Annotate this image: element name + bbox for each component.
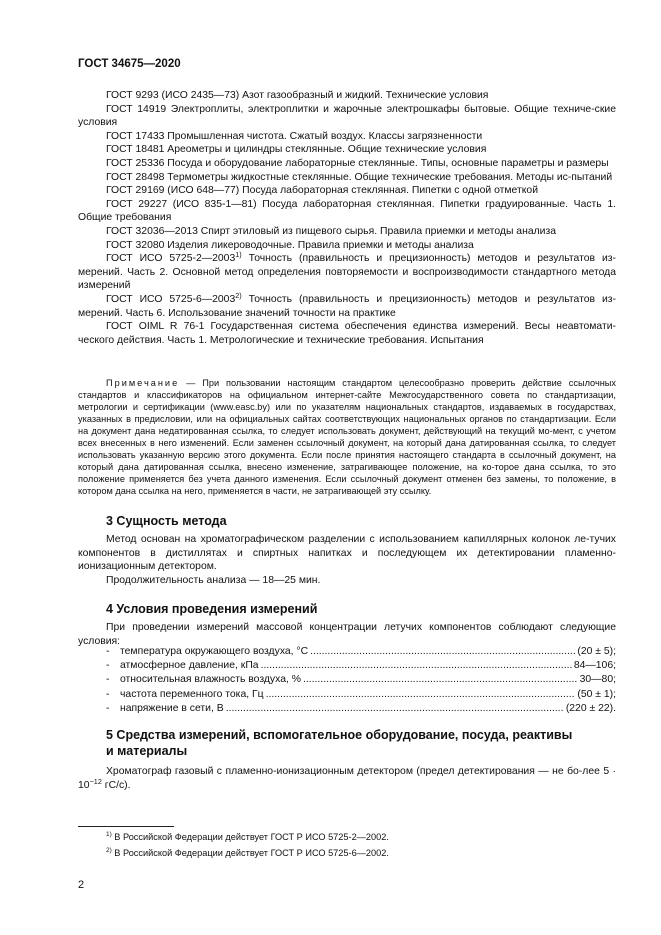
dot-leader	[226, 703, 564, 714]
note-text: — При пользовании настоящим стандартом целесообразно проверить действие ссылочных стандартов и классификаторов на официальном интернет-сайте Межгосударственного совета по стандартизации, метрологии и сертификации (www.easc.by) или по указателям национальных стандартов, издаваемых в государствах, указанных в предисловии, или на официальных сайтах соответствующих национальных органов по стандартизации. Если на документ дана недатированная ссылка, то следует использовать документ, действующий на текущий мо-мент, с учетом всех внесенных в него изменений. Если заменен ссылочный документ, на который дана датированная ссылка, то следует использовать указанную версию этого документа. Если после принятия настоящего стандарта в ссылочный документ, на который дана датированная ссылка, внесено изменение, затрагивающее положение, на ко-торое дана ссылка, то это положение применяется без учета данного изменения. Если ссылочный документ отменен без замены, то положение, в котором дана ссылка на него, применяется в части, не затрагивающей эту ссылку.	[78, 378, 616, 496]
reference-item: ГОСТ 29169 (ИСО 648—77) Посуда лабораторная стеклянная. Пипетки с одной отметкой	[106, 185, 539, 197]
footnote-text: В Российской Федерации действует ГОСТ Р ИСО 5725-6—2002.	[111, 848, 389, 858]
reference-item: ГОСТ 18481 Ареометры и цилиндры стеклянные. Общие технические условия	[106, 144, 487, 156]
reference-item: ГОСТ 29227 (ИСО 835-1—81) Посуда лабораторная стеклянная. Пипетки градуированные. Часть 1. Общие требования	[78, 198, 616, 224]
reference-item: ГОСТ 25336 Посуда и оборудование лабораторные стеклянные. Типы, основные параметры и размеры	[106, 157, 609, 169]
normative-references	[78, 89, 616, 347]
footnote-text: В Российской Федерации действует ГОСТ Р ИСО 5725-2—2002.	[111, 832, 389, 842]
dot-leader	[266, 689, 576, 700]
list-dash: -	[106, 646, 110, 657]
condition-item	[78, 660, 616, 674]
section-4-heading: 4 Условия проведения измерений	[106, 602, 318, 616]
reference-item: ГОСТ 17433 Промышленная чистота. Сжатый воздух. Классы загрязненности	[106, 130, 483, 142]
list-dash: -	[106, 660, 110, 672]
condition-value: (220 ± 22).	[565, 702, 616, 714]
footnote-ref: 2)	[235, 290, 242, 300]
reference-item: ГОСТ 9293 (ИСО 2435—73) Азот газообразный и жидкий. Технические условия	[106, 90, 489, 101]
exponent: −12	[89, 776, 102, 786]
list-dash: -	[106, 674, 110, 686]
dot-leader	[303, 674, 578, 685]
footnote-1	[106, 831, 389, 843]
condition-label: частота переменного тока, Гц	[120, 688, 264, 700]
section-3-paragraph: Метод основан на хроматографическом разделении с использованием капиллярных колонок ле-тучих компонентов в дистиллятах и спиртных напитках и последующем их детектировании пламенно-ионизационным детектором.	[78, 534, 616, 573]
condition-label: относительная влажность воздуха, %	[120, 674, 301, 686]
reference-item-oiml: ГОСТ OIML R 76-1 Государственная система обеспечения единства измерений. Весы неавтомати-ческого действия. Часть 1. Метрологические и технические требования. Испытания	[78, 321, 616, 346]
section-5-heading	[106, 727, 572, 759]
conditions-list	[78, 646, 616, 717]
condition-value: 84—106;	[573, 660, 616, 672]
reference-item-iso-5725-2	[78, 252, 616, 293]
reference-item: ГОСТ 28498 Термометры жидкостные стеклянные. Общие технические требования. Методы ис-пытаний	[106, 171, 613, 183]
section-5-paragraph	[78, 765, 616, 792]
reference-title: Точность (правильность и прецизионность) методов и результатов из-мерений. Часть 2. Основной метод определения повторяемости и воспроизводимости стандартного метода измерений	[78, 253, 617, 292]
condition-value: 30—80;	[579, 674, 616, 686]
section-5-heading-line-2: и материалы	[106, 744, 188, 758]
section-4-intro: При проведении измерений массовой концентрации летучих компонентов соблюдают следующие условия:	[78, 622, 616, 647]
footnote-2	[106, 847, 389, 859]
condition-item	[78, 703, 616, 717]
note	[78, 377, 616, 497]
note-label: Примечание	[106, 378, 180, 388]
reference-code: ГОСТ ИСО 5725-6—2003	[106, 293, 236, 305]
condition-label: температура окружающего воздуха, °С	[120, 646, 309, 657]
reference-item: ГОСТ 14919 Электроплиты, электроплитки и жарочные электрошкафы бытовые. Общие техниче-ские условия	[78, 103, 616, 129]
dot-leader	[310, 646, 575, 657]
section-5-heading-line-1: 5 Средства измерений, вспомогательное оборудование, посуда, реактивы	[106, 728, 573, 742]
list-dash: -	[106, 688, 110, 700]
condition-value: (20 ± 5);	[577, 646, 616, 657]
page-number: 2	[78, 879, 85, 891]
condition-label: атмосферное давление, кПа	[120, 660, 259, 672]
list-dash: -	[106, 702, 110, 714]
page-header: ГОСТ 34675—2020	[78, 58, 181, 70]
reference-title: Точность (правильность и прецизионность) методов и результатов из-мерений. Часть 6. Использование значений точности на практике	[78, 293, 617, 319]
dot-leader	[261, 660, 572, 671]
footnote-ref: 1)	[235, 250, 242, 260]
chromatograph-text: Хроматограф газовый с пламенно-ионизационным детектором (предел детектирования — не бо-лее 5 · 10	[78, 766, 616, 791]
reference-item-iso-5725-6	[78, 290, 617, 320]
footnote-separator	[78, 826, 174, 827]
condition-item	[78, 689, 616, 703]
condition-label: напряжение в сети, В	[120, 702, 224, 714]
chromatograph-unit: гС/с).	[101, 779, 131, 791]
section-3-heading: 3 Сущность метода	[106, 514, 227, 528]
condition-item	[78, 674, 616, 688]
reference-code: ГОСТ ИСО 5725-2—2003	[106, 253, 236, 265]
reference-item: ГОСТ 32080 Изделия ликероводочные. Правила приемки и методы анализа	[106, 239, 474, 251]
reference-item: ГОСТ 32036—2013 Спирт этиловый из пищевого сырья. Правила приемки и методы анализа	[106, 225, 557, 237]
condition-value: (50 ± 1);	[577, 688, 616, 700]
section-3-duration: Продолжительность анализа — 18—25 мин.	[106, 575, 321, 586]
footnote-mark: 2)	[106, 847, 112, 854]
footnote-mark: 1)	[106, 831, 112, 838]
condition-item	[78, 646, 616, 660]
